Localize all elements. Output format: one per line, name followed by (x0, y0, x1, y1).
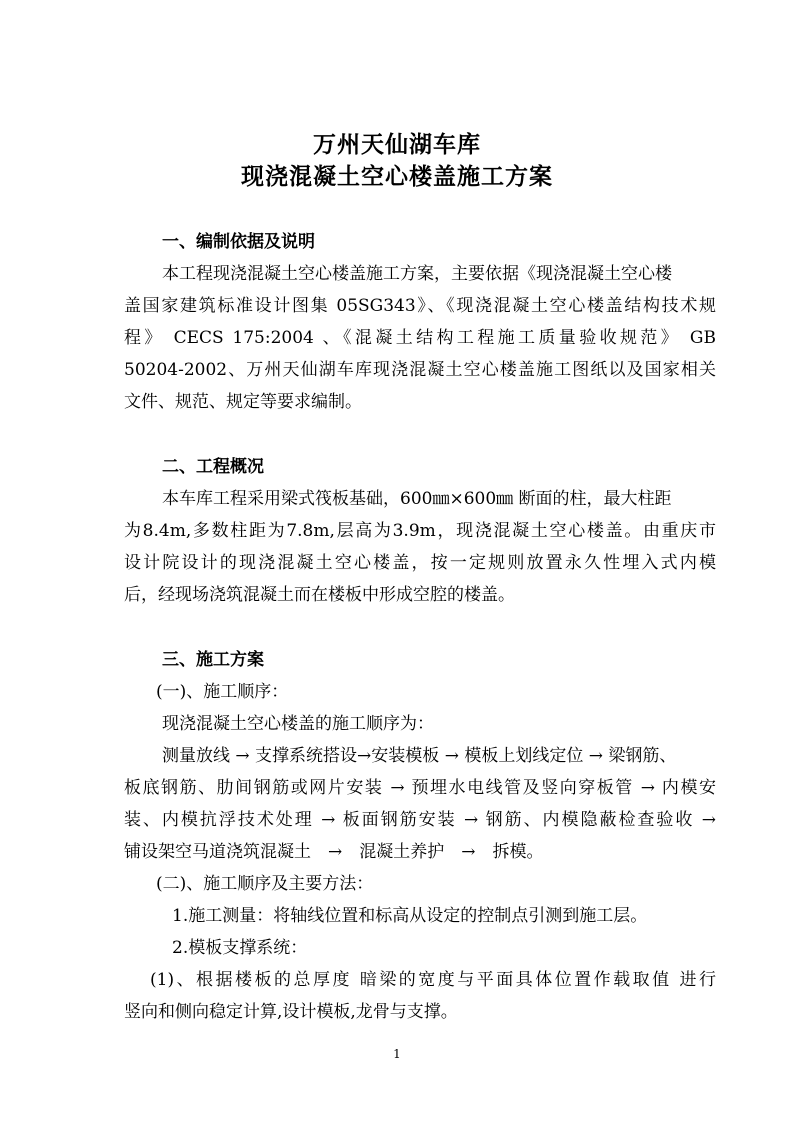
section-3-item-3-line-2: 竖向和侧向稳定计算,设计模板,龙骨与支撑。 (124, 1002, 458, 1022)
section-1-line-1: 本工程现浇混凝土空心楼盖施工方案，主要依据《现浇混凝土空心楼 (162, 264, 672, 284)
section-3-item-2: 2.模板支撑系统： (172, 938, 308, 958)
section-3-sequence-line-4: 铺设架空马道浇筑混凝土 → 混凝土养护 → 拆模。 (124, 842, 544, 862)
section-1-line-5: 文件、规范、规定等要求编制。 (124, 392, 362, 412)
section-2-line-4: 后，经现场浇筑混凝土而在楼板中形成空腔的楼盖。 (124, 585, 515, 605)
section-1-line-2: 盖国家建筑标准设计图集 05SG343》、《现浇混凝土空心楼盖结构技术规 (124, 296, 716, 316)
document-title-line-1: 万州天仙湖车库 (313, 132, 481, 158)
section-1-line-3: 程》 CECS 175:2004 、《混凝土结构工程施工质量验收规范》 GB (124, 328, 716, 348)
section-3-sequence-line-1: 测量放线 → 支撑系统搭设→安装模板 → 模板上划线定位 → 梁钢筋、 (162, 746, 677, 766)
section-3-intro: 现浇混凝土空心楼盖的施工顺序为： (162, 714, 434, 734)
section-3-heading: 三、施工方案 (162, 650, 264, 670)
section-3-item-1: 1.施工测量：将轴线位置和标高从设定的控制点引测到施工层。 (172, 906, 648, 926)
section-3-subheading-2: (二)、施工顺序及主要方法： (156, 874, 374, 894)
page-number: 1 (393, 1047, 401, 1061)
document-title-line-2: 现浇混凝土空心楼盖施工方案 (241, 164, 553, 190)
section-3-item-3-line-1: (1)、根据楼板的总厚度 暗梁的宽度与平面具体位置作载取值 进行 (150, 970, 716, 990)
section-1-heading: 一、编制依据及说明 (162, 232, 315, 252)
section-3-sequence-line-2: 板底钢筋、肋间钢筋或网片安装 → 预埋水电线管及竖向穿板管 → 内模安 (124, 778, 716, 798)
section-2-line-3: 设计院设计的现浇混凝土空心楼盖，按一定规则放置永久性埋入式内模 (124, 553, 716, 573)
section-3-sequence-line-3: 装、内模抗浮技术处理 → 板面钢筋安装 → 钢筋、内模隐蔽检查验收 → (124, 810, 716, 830)
section-2-line-1: 本车库工程采用梁式筏板基础，600㎜×600㎜ 断面的柱，最大柱距 (162, 489, 672, 509)
section-2-heading: 二、工程概况 (162, 457, 264, 477)
section-2-line-2: 为8.4m,多数柱距为7.8m,层高为3.9m，现浇混凝土空心楼盖。由重庆市 (124, 521, 716, 541)
section-3-subheading-1: (一)、施工顺序： (156, 682, 289, 702)
section-1-line-4: 50204-2002、万州天仙湖车库现浇混凝土空心楼盖施工图纸以及国家相关 (124, 360, 716, 380)
